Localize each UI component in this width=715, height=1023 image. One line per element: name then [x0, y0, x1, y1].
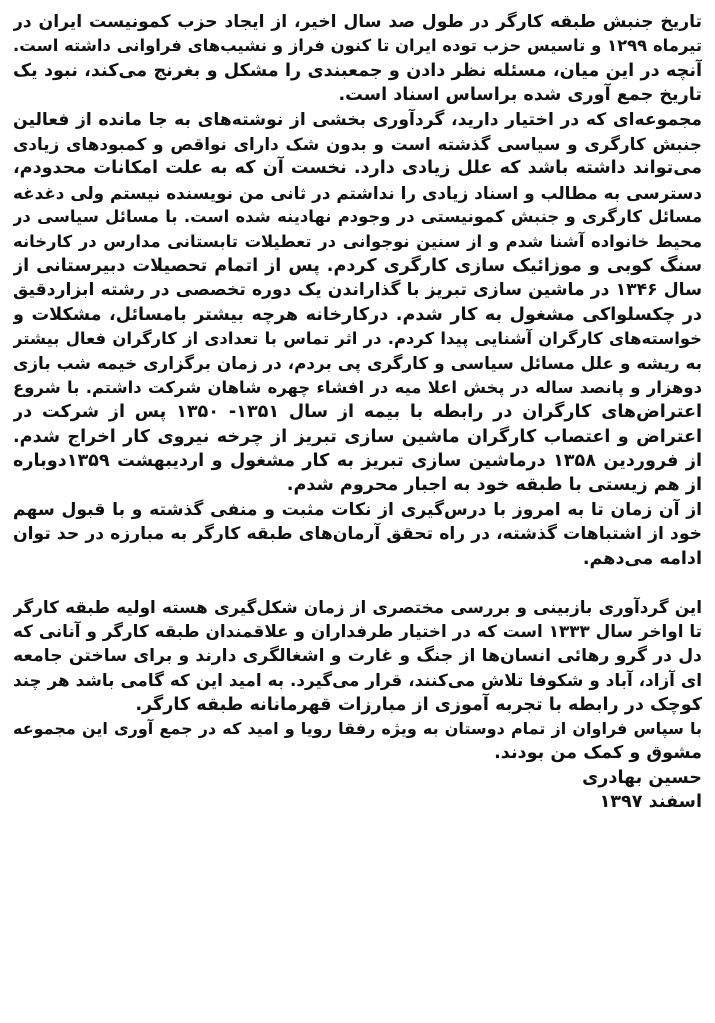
- text-line: خود از اشتباهات گذشته، در راه تحقق آرمان‌های طبقه کارگر به مبارزه در حد توان: [13, 524, 702, 545]
- text-line: این گردآوری بازبینی و بررسی مختصری از زمان شکل‌گیری هسته اولیه طبقه کارگر: [13, 596, 702, 617]
- text-line: تیرماه ۱۲۹۹ و تاسیس حزب توده ایران تا کنون فراز و نشیب‌های فراوانی داشته است.: [13, 36, 702, 56]
- text-line: از هم زیستی با طبقه خود به اجبار محروم شدم.: [286, 475, 702, 496]
- text-line: دل در گرو رهائی انسان‌ها از جنگ و غارت و اشغالگری دارند و برای ساختن جامعه: [13, 645, 702, 666]
- text-line: با سپاس فراوان از تمام دوستان به ویژه رفقا رویا و امید که در جمع آوری این مجموعه: [13, 718, 702, 738]
- text-line: ادامه می‌دهم.: [582, 548, 702, 569]
- text-line: مشوق و کمک من بودند.: [494, 743, 702, 764]
- text-line: تاریخ جنبش طبقه کارگر در طول صد سال اخیر، از ایجاد حزب کمونیست ایران در: [13, 12, 702, 32]
- text-line: به ریشه و علل مسائل سیاسی و کارگری پی بردم، در زمان برگزاری خیمه شب بازی: [13, 353, 702, 374]
- document-date: اسفند ۱۳۹۷: [599, 792, 702, 813]
- text-line: از آن زمان تا به امروز با درس‌گیری از نکات مثبت و منفی گذشته و با قبول سهم: [13, 499, 702, 520]
- text-line: مسائل کارگری و جنبش کمونیستی در وجودم نهادینه شده است. با مسائل سیاسی در: [13, 207, 702, 227]
- text-line: جنبش کارگری و سیاسی گذشته است و بدون شک دارای نواقص و کمبودهای زیادی: [13, 133, 702, 154]
- text-line: دوهزار و پانصد ساله در پخش اعلا میه در افشاء چهره شاهان شرکت داشتم. با شروع: [13, 377, 702, 397]
- text-line: در چکسلواکی مشغول به کار شدم. درکارخانه هرچه بیشتر بامسائل، مشکلات و: [13, 304, 702, 325]
- text-line: خواسته‌های کارگران آشنایی پیدا کردم. در اثر تماس با تعدادی از کارگران فعال بیشتر: [13, 329, 702, 349]
- text-line: کوچک در رابطه با تجربه آموزی از مبارزات قهرمانانه طبقه کارگر.: [135, 694, 702, 715]
- text-line: سنگ کوبی و موزائیک سازی کارگری کردم. پس از اتمام تحصیلات دبیرستانی از: [13, 255, 702, 276]
- author-name: حسین بهادری: [582, 767, 702, 788]
- text-line: می‌تواند داشته باشد که علل زیادی دارد. نخست آن که به علت امکانات محدودم،: [13, 158, 702, 179]
- text-line: تاریخ جمع آوری شده براساس اسناد است.: [338, 85, 702, 106]
- text-line: دسترسی به مطالب و اسناد زیادی را نداشتم در ثانی من نویسنده نیستم ولی دغدغه: [13, 182, 702, 203]
- text-line: مجموعه‌ای که در اختیار دارید، گردآوری بخشی از نوشته‌های به جا مانده از فعالین: [13, 109, 702, 130]
- text-line: محیط خانواده آشنا شدم و از سنین نوجوانی در تعطیلات تابستانی مدارس در کارخانه: [13, 231, 702, 251]
- text-line: اعتراض‌های کارگران در رابطه با بیمه از سال ۱۳۵۱- ۱۳۵۰ پس از شرکت در: [13, 402, 702, 423]
- text-line: از فروردین ۱۳۵۸ درماشین سازی تبریز به کار مشغول و اردیبهشت ۱۳۵۹دوباره: [13, 451, 702, 472]
- text-line: آنچه در این میان، مسئله نظر دادن و جمعبندی را مشکل و بغرنج می‌کند، نبود یک: [13, 60, 702, 81]
- text-line: ای آزاد، آباد و شکوفا تلاش می‌کنند، قرار می‌گیرد. به امید این که گامی باشد هر چند: [13, 670, 702, 691]
- text-line: اعتراض و اعتصاب کارگران ماشین سازی تبریز از چرخه نیروی کار اخراج شدم.: [13, 426, 702, 447]
- text-line: سال ۱۳۴۶ در ماشین سازی تبریز با گذاراندن یک دوره تخصصی در رشته ابزاردقیق: [13, 280, 702, 301]
- text-line: تا اواخر سال ۱۳۳۳ است که در اختیار طرفداران و علاقمندان طبقه کارگر و آنانی که: [13, 621, 702, 642]
